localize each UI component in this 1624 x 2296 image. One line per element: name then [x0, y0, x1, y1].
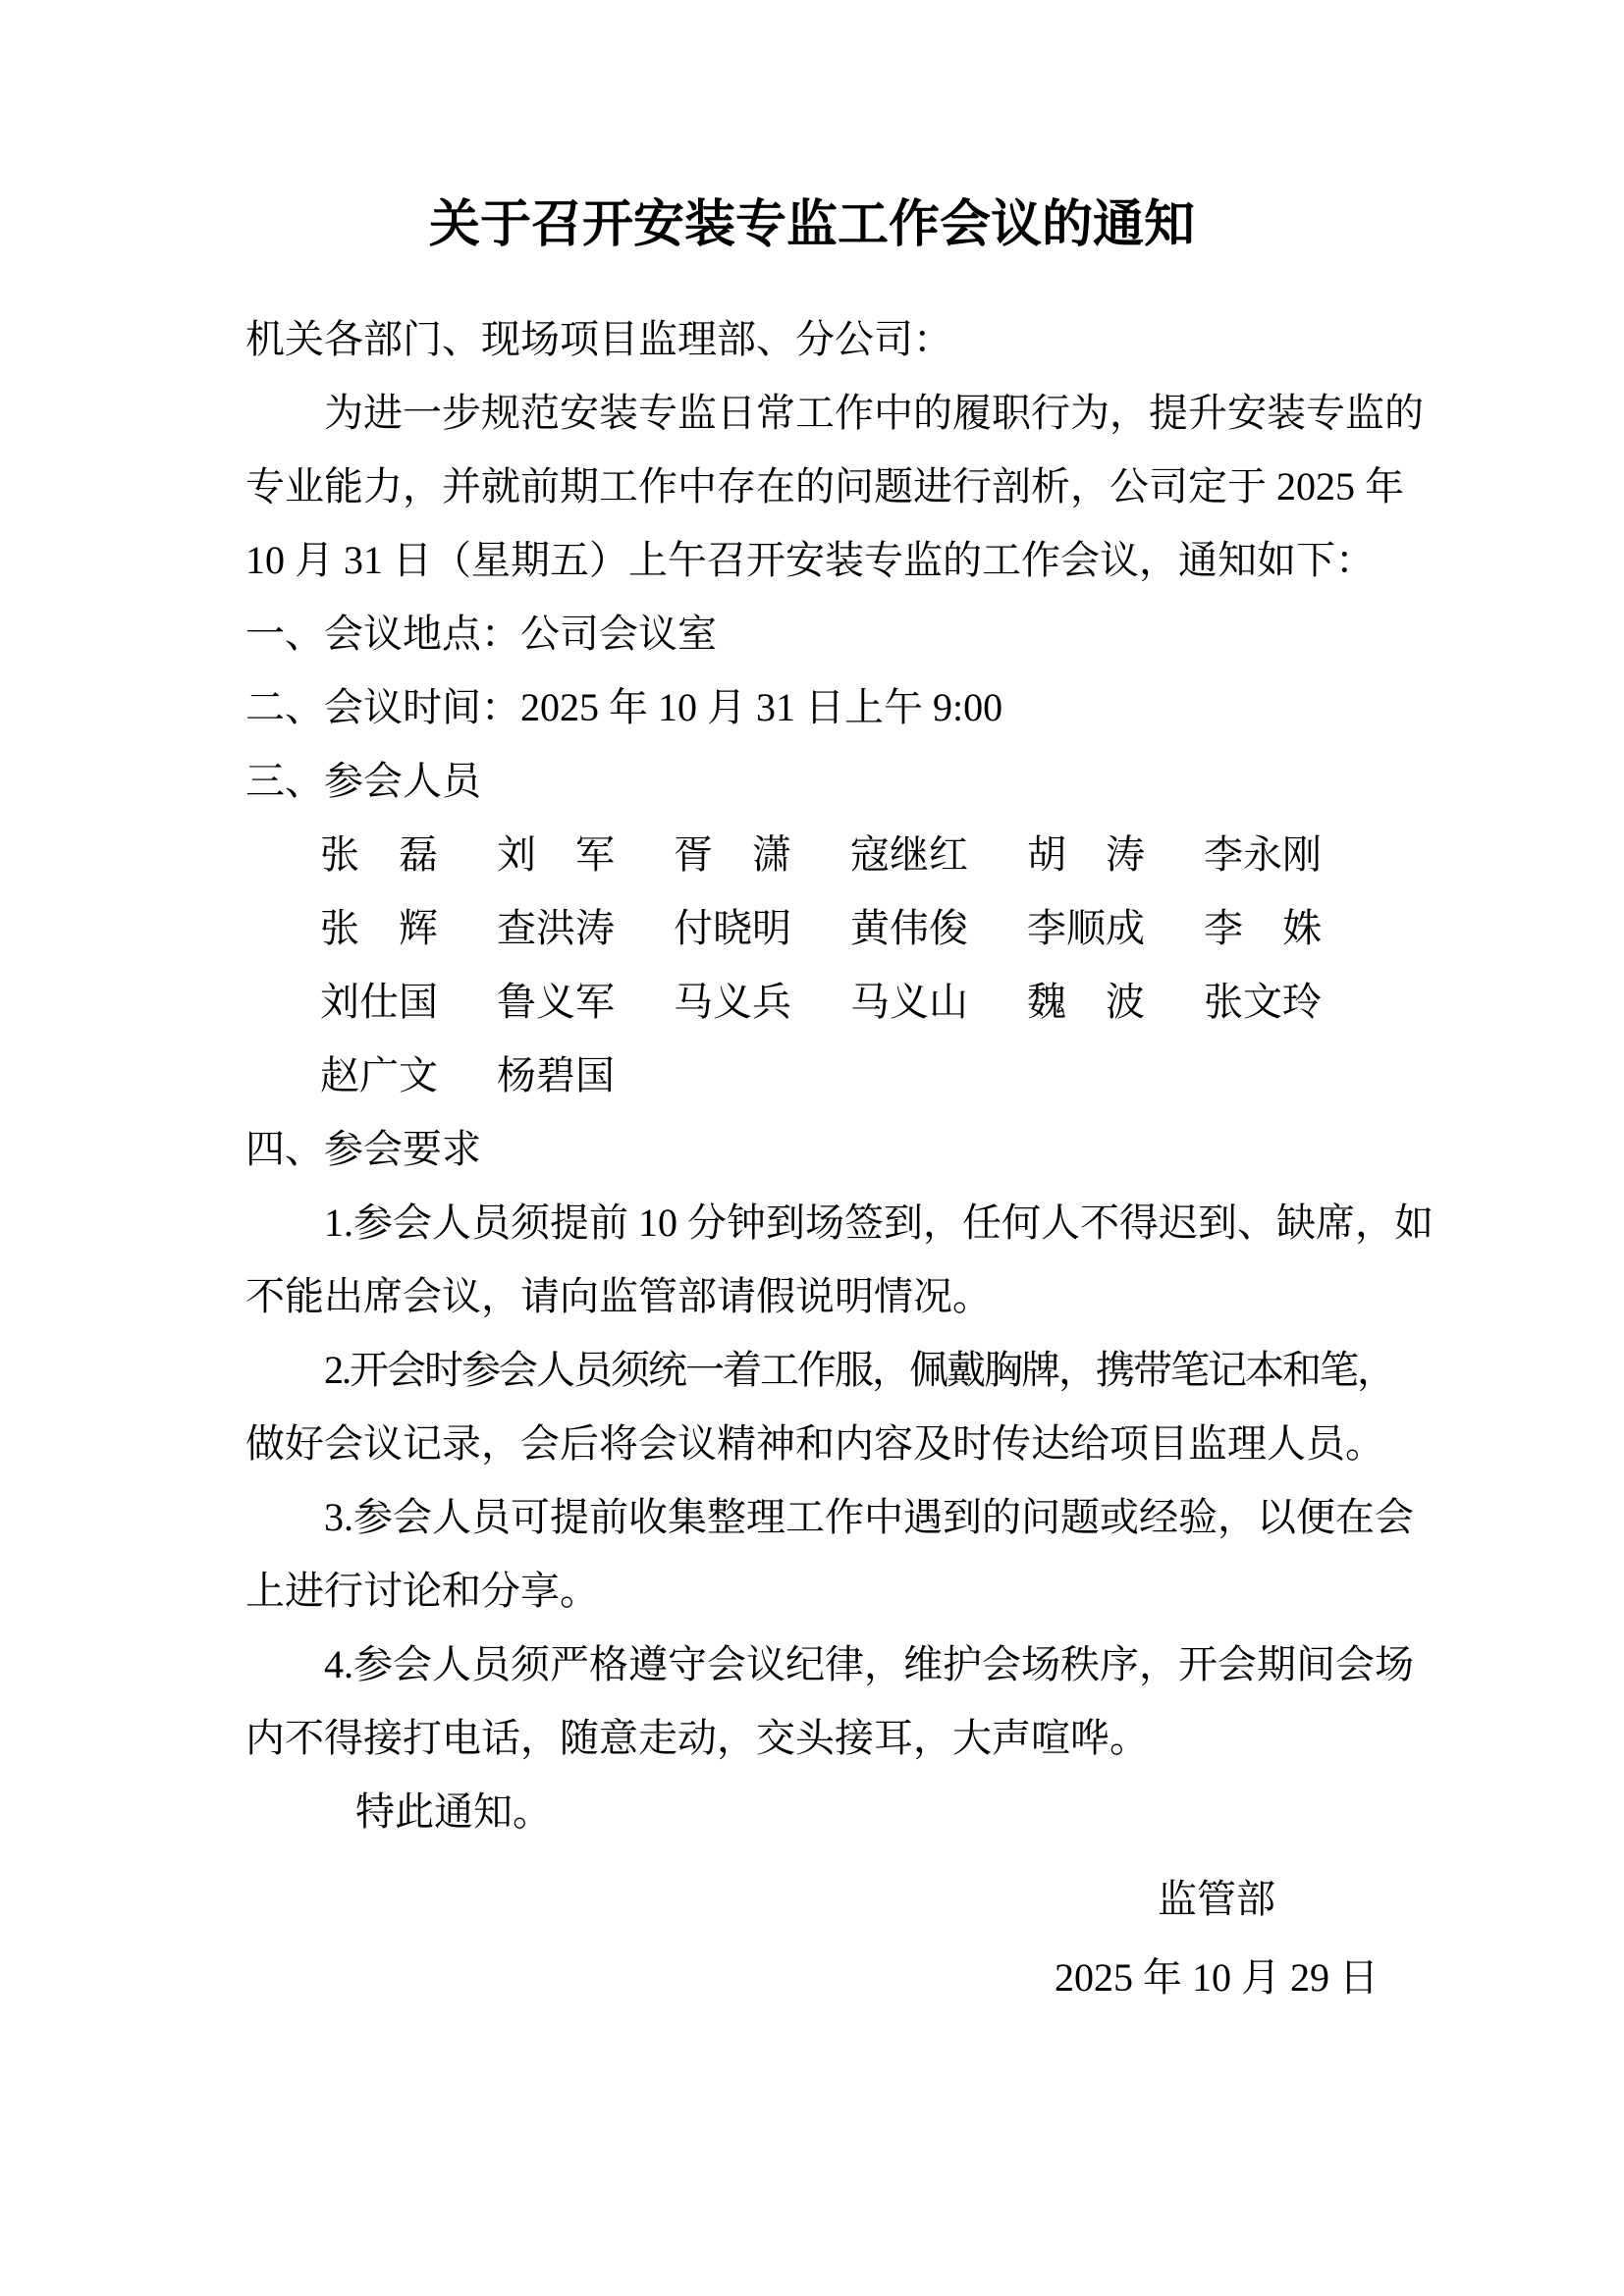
closing-line: 特此通知。 — [355, 1789, 552, 1834]
requirement-line: 4.参会人员须严格遵守会议纪律，维护会场秩序，开会期间会场 — [324, 1642, 1414, 1686]
section-requirements: 四、参会要求 — [245, 1127, 481, 1171]
attendee-name: 李永刚 — [1204, 832, 1322, 877]
signature-department: 监管部 — [1158, 1877, 1275, 1921]
attendee-name: 鲁义军 — [497, 980, 615, 1024]
section-location: 一、会议地点：公司会议室 — [245, 612, 717, 656]
intro-line: 为进一步规范安装专监日常工作中的履职行为，提升安装专监的 — [324, 391, 1424, 435]
attendee-name: 寇继红 — [850, 832, 968, 877]
attendees-grid — [320, 818, 1379, 1112]
signature-date: 2025 年 10 月 29 日 — [1055, 1955, 1379, 2000]
requirement-line: 内不得接打电话，随意走动，交头接耳，大声喧哗。 — [245, 1716, 1149, 1760]
attendee-name: 李顺成 — [1027, 906, 1145, 950]
intro-line: 专业能力，并就前期工作中存在的问题进行剖析，公司定于 2025 年 — [245, 464, 1404, 508]
attendee-name: 胥 潇 — [674, 832, 791, 877]
requirement-line: 上进行讨论和分享。 — [245, 1569, 599, 1613]
requirement-line: 不能出席会议，请向监管部请假说明情况。 — [245, 1274, 992, 1318]
requirement-line: 做好会议记录，会后将会议精神和内容及时传达给项目监理人员。 — [245, 1421, 1384, 1466]
attendee-name: 杨碧国 — [497, 1053, 615, 1097]
requirement-line: 2.开会时参会人员须统一着工作服，佩戴胸牌，携带笔记本和笔， — [324, 1348, 1394, 1392]
section-attendees: 三、参会人员 — [245, 759, 481, 803]
section-time: 二、会议时间：2025 年 10 月 31 日上午 9:00 — [245, 685, 1003, 729]
attendee-name: 刘 军 — [497, 832, 615, 877]
attendee-name: 黄伟俊 — [850, 906, 968, 950]
salutation-line: 机关各部门、现场项目监理部、分公司： — [245, 317, 952, 361]
attendee-name: 刘仕国 — [320, 980, 438, 1024]
attendee-name: 马义兵 — [674, 980, 791, 1024]
requirement-line: 1.参会人员须提前 10 分钟到场签到，任何人不得迟到、缺席，如 — [324, 1201, 1434, 1245]
attendee-name: 张文玲 — [1204, 980, 1322, 1024]
attendee-name: 李 姝 — [1204, 906, 1322, 950]
attendee-name: 查洪涛 — [497, 906, 615, 950]
attendee-name: 马义山 — [850, 980, 968, 1024]
attendee-name: 张 磊 — [320, 832, 438, 877]
attendee-name: 张 辉 — [320, 906, 438, 950]
attendee-name: 赵广文 — [320, 1053, 438, 1097]
requirement-line: 3.参会人员可提前收集整理工作中遇到的问题或经验，以便在会 — [324, 1495, 1414, 1539]
attendee-name: 魏 波 — [1027, 980, 1145, 1024]
document-title: 关于召开安装专监工作会议的通知 — [428, 197, 1195, 253]
intro-line: 10 月 31 日（星期五）上午召开安装专监的工作会议，通知如下： — [245, 538, 1375, 582]
attendee-name: 胡 涛 — [1027, 832, 1145, 877]
signature-block — [1055, 1860, 1379, 2017]
attendee-name: 付晓明 — [674, 906, 791, 950]
